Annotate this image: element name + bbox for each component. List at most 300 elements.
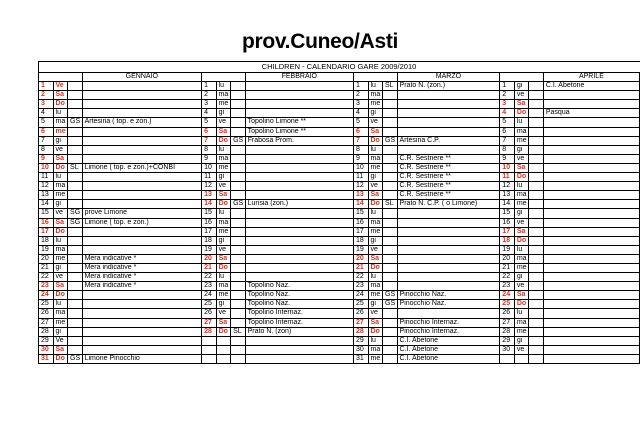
discipline-cell: [529, 82, 544, 91]
event-cell: [543, 318, 639, 327]
event-cell: [543, 273, 639, 282]
weekday-cell: lu: [368, 336, 383, 345]
day-number-cell: 23: [39, 282, 54, 291]
event-cell: [543, 118, 639, 127]
event-cell: Topolino Limone **: [245, 127, 353, 136]
day-number-cell: 5: [202, 118, 217, 127]
event-cell: Artesina C.P.: [397, 136, 500, 145]
discipline-cell: [383, 245, 398, 254]
discipline-cell: [68, 145, 83, 154]
day-number-cell: 12: [500, 182, 515, 191]
weekday-cell: lu: [514, 245, 529, 254]
weekday-cell: Sa: [368, 318, 383, 327]
day-number-cell: 9: [202, 154, 217, 163]
month-spacer: [353, 73, 397, 82]
discipline-cell: [68, 91, 83, 100]
weekday-cell: gi: [53, 136, 68, 145]
day-number-cell: 3: [39, 100, 54, 109]
weekday-cell: lu: [216, 145, 231, 154]
discipline-cell: [231, 118, 246, 127]
table-row: [39, 245, 640, 254]
event-cell: [82, 145, 202, 154]
day-number-cell: 24: [500, 291, 515, 300]
weekday-cell: lu: [368, 82, 383, 91]
day-number-cell: 27: [353, 318, 368, 327]
day-number-cell: 31: [39, 354, 54, 363]
discipline-cell: [231, 227, 246, 236]
day-number-cell: 20: [39, 254, 54, 263]
weekday-cell: ma: [53, 118, 68, 127]
day-number-cell: 10: [353, 163, 368, 172]
event-cell: [543, 309, 639, 318]
day-number-cell: 5: [500, 118, 515, 127]
discipline-cell: [231, 263, 246, 272]
event-cell: [82, 345, 202, 354]
day-number-cell: 16: [39, 218, 54, 227]
table-row: [39, 163, 640, 172]
discipline-cell: [231, 154, 246, 163]
discipline-cell: [231, 91, 246, 100]
discipline-cell: [529, 209, 544, 218]
event-cell: Topolino Limone **: [245, 118, 353, 127]
day-number-cell: 26: [353, 309, 368, 318]
weekday-cell: ma: [216, 154, 231, 163]
event-cell: [82, 327, 202, 336]
event-cell: [397, 282, 500, 291]
event-cell: Topolino Naz.: [245, 300, 353, 309]
day-number-cell: 27: [202, 318, 217, 327]
discipline-cell: [529, 354, 544, 363]
weekday-cell: lu: [514, 182, 529, 191]
weekday-cell: [514, 354, 529, 363]
weekday-cell: me: [368, 163, 383, 172]
event-cell: [82, 300, 202, 309]
event-cell: Pinocchio Naz.: [397, 300, 500, 309]
weekday-cell: Sa: [216, 318, 231, 327]
day-number-cell: 20: [202, 254, 217, 263]
table-row: [39, 282, 640, 291]
discipline-cell: [68, 127, 83, 136]
table-row: [39, 263, 640, 272]
weekday-cell: me: [216, 163, 231, 172]
discipline-cell: [231, 127, 246, 136]
day-number-cell: 25: [39, 300, 54, 309]
discipline-cell: [231, 209, 246, 218]
weekday-cell: ve: [514, 345, 529, 354]
weekday-cell: me: [53, 191, 68, 200]
discipline-cell: [231, 245, 246, 254]
discipline-cell: [68, 291, 83, 300]
event-cell: [82, 236, 202, 245]
weekday-cell: Sa: [514, 227, 529, 236]
day-number-cell: 23: [353, 282, 368, 291]
weekday-cell: Ve: [53, 336, 68, 345]
weekday-cell: ve: [514, 218, 529, 227]
event-cell: [543, 245, 639, 254]
discipline-cell: [529, 336, 544, 345]
weekday-cell: lu: [216, 209, 231, 218]
weekday-cell: ma: [216, 218, 231, 227]
weekday-cell: gi: [368, 173, 383, 182]
weekday-cell: Sa: [368, 127, 383, 136]
discipline-cell: [383, 236, 398, 245]
event-cell: C.I. Abetone: [543, 82, 639, 91]
discipline-cell: [529, 309, 544, 318]
day-number-cell: 28: [353, 327, 368, 336]
discipline-cell: [529, 345, 544, 354]
day-number-cell: 18: [39, 236, 54, 245]
day-number-cell: 7: [500, 136, 515, 145]
weekday-cell: gi: [53, 327, 68, 336]
weekday-cell: me: [514, 200, 529, 209]
discipline-cell: [68, 300, 83, 309]
table-row: [39, 200, 640, 209]
table-row: [39, 173, 640, 182]
weekday-cell: gi: [368, 300, 383, 309]
weekday-cell: me: [368, 354, 383, 363]
discipline-cell: [231, 191, 246, 200]
discipline-cell: [383, 309, 398, 318]
weekday-cell: gi: [514, 336, 529, 345]
weekday-cell: ve: [368, 309, 383, 318]
day-number-cell: 21: [39, 263, 54, 272]
month-header-row: [39, 73, 640, 82]
day-number-cell: 2: [202, 91, 217, 100]
weekday-cell: gi: [216, 173, 231, 182]
day-number-cell: 8: [202, 145, 217, 154]
discipline-cell: [529, 254, 544, 263]
discipline-cell: [231, 163, 246, 172]
weekday-cell: ve: [514, 282, 529, 291]
day-number-cell: 25: [500, 300, 515, 309]
table-row: [39, 127, 640, 136]
discipline-cell: [529, 91, 544, 100]
event-cell: C.I. Abetone: [397, 354, 500, 363]
month-spacer: [202, 73, 246, 82]
weekday-cell: ma: [216, 282, 231, 291]
discipline-cell: [231, 354, 246, 363]
table-row: [39, 145, 640, 154]
weekday-cell: ve: [53, 145, 68, 154]
event-cell: C.R. Sestriere **: [397, 154, 500, 163]
weekday-cell: ve: [53, 209, 68, 218]
month-spacer: [500, 73, 544, 82]
discipline-cell: [529, 282, 544, 291]
event-cell: [245, 273, 353, 282]
event-cell: [397, 127, 500, 136]
event-cell: Prato N. C.P. ( o Limone): [397, 200, 500, 209]
weekday-cell: lu: [53, 109, 68, 118]
discipline-cell: [68, 273, 83, 282]
day-number-cell: 24: [353, 291, 368, 300]
weekday-cell: Sa: [53, 282, 68, 291]
day-number-cell: 15: [500, 209, 515, 218]
discipline-cell: [68, 100, 83, 109]
weekday-cell: me: [53, 127, 68, 136]
event-cell: [245, 82, 353, 91]
event-cell: Topolino Internaz.: [245, 309, 353, 318]
weekday-cell: gi: [216, 236, 231, 245]
day-number-cell: 26: [500, 309, 515, 318]
weekday-cell: Ve: [53, 82, 68, 91]
discipline-cell: [68, 336, 83, 345]
day-number-cell: 14: [500, 200, 515, 209]
event-cell: [245, 100, 353, 109]
discipline-cell: [529, 245, 544, 254]
day-number-cell: 30: [500, 345, 515, 354]
weekday-cell: gi: [514, 82, 529, 91]
event-cell: [543, 354, 639, 363]
discipline-cell: [529, 300, 544, 309]
day-number-cell: 18: [500, 236, 515, 245]
discipline-cell: [529, 109, 544, 118]
discipline-cell: [529, 263, 544, 272]
weekday-cell: Do: [53, 354, 68, 363]
discipline-cell: [383, 254, 398, 263]
discipline-cell: [383, 282, 398, 291]
day-number-cell: 11: [39, 173, 54, 182]
event-cell: [543, 182, 639, 191]
discipline-cell: [383, 327, 398, 336]
discipline-cell: [383, 163, 398, 172]
day-number-cell: 18: [353, 236, 368, 245]
event-cell: [397, 263, 500, 272]
day-number-cell: 9: [353, 154, 368, 163]
day-number-cell: 13: [500, 191, 515, 200]
weekday-cell: gi: [53, 263, 68, 272]
weekday-cell: [216, 345, 231, 354]
discipline-cell: [231, 254, 246, 263]
event-cell: [245, 245, 353, 254]
day-number-cell: 17: [202, 227, 217, 236]
discipline-cell: [383, 273, 398, 282]
event-cell: [245, 354, 353, 363]
weekday-cell: ve: [216, 118, 231, 127]
day-number-cell: 23: [500, 282, 515, 291]
event-cell: Mera indicative *: [82, 263, 202, 272]
event-cell: [543, 127, 639, 136]
event-cell: Prato N. (zon.): [397, 82, 500, 91]
event-cell: [543, 173, 639, 182]
event-cell: Mera indicative *: [82, 254, 202, 263]
event-cell: [245, 145, 353, 154]
event-cell: Artesina ( top. e zon.): [82, 118, 202, 127]
day-number-cell: 17: [353, 227, 368, 236]
weekday-cell: Do: [53, 163, 68, 172]
discipline-cell: [383, 218, 398, 227]
weekday-cell: Do: [368, 327, 383, 336]
weekday-cell: gi: [514, 209, 529, 218]
event-cell: [82, 336, 202, 345]
discipline-cell: [231, 282, 246, 291]
discipline-cell: [68, 200, 83, 209]
discipline-cell: [68, 318, 83, 327]
weekday-cell: lu: [514, 309, 529, 318]
weekday-cell: Sa: [216, 127, 231, 136]
discipline-cell: [68, 82, 83, 91]
event-cell: [245, 109, 353, 118]
event-cell: [245, 154, 353, 163]
day-number-cell: 2: [39, 91, 54, 100]
weekday-cell: ma: [514, 318, 529, 327]
day-number-cell: 18: [202, 236, 217, 245]
event-cell: [397, 245, 500, 254]
weekday-cell: Sa: [216, 191, 231, 200]
event-cell: [397, 145, 500, 154]
event-cell: Mera indicative *: [82, 282, 202, 291]
weekday-cell: me: [216, 227, 231, 236]
event-cell: [82, 291, 202, 300]
day-number-cell: 10: [500, 163, 515, 172]
discipline-cell: [68, 263, 83, 272]
table-row: [39, 254, 640, 263]
day-number-cell: 25: [353, 300, 368, 309]
weekday-cell: me: [216, 100, 231, 109]
table-row: [39, 273, 640, 282]
discipline-cell: [231, 109, 246, 118]
event-cell: [397, 100, 500, 109]
table-row: [39, 91, 640, 100]
weekday-cell: ma: [53, 245, 68, 254]
event-cell: [245, 263, 353, 272]
event-cell: [397, 227, 500, 236]
day-number-cell: 29: [500, 336, 515, 345]
discipline-cell: [383, 91, 398, 100]
discipline-cell: [383, 173, 398, 182]
discipline-cell: [529, 273, 544, 282]
day-number-cell: 21: [202, 263, 217, 272]
discipline-cell: [529, 318, 544, 327]
weekday-cell: Sa: [53, 91, 68, 100]
day-number-cell: 16: [500, 218, 515, 227]
weekday-cell: ma: [368, 282, 383, 291]
day-number-cell: 5: [353, 118, 368, 127]
day-number-cell: 14: [202, 200, 217, 209]
event-cell: [82, 127, 202, 136]
event-cell: [245, 173, 353, 182]
weekday-cell: me: [368, 227, 383, 236]
discipline-cell: [529, 291, 544, 300]
event-cell: [245, 91, 353, 100]
discipline-cell: [529, 136, 544, 145]
day-number-cell: 2: [353, 91, 368, 100]
weekday-cell: gi: [216, 300, 231, 309]
page-title: prov.Cuneo/Asti: [241, 30, 399, 53]
day-number-cell: [202, 345, 217, 354]
weekday-cell: [216, 354, 231, 363]
day-number-cell: 3: [500, 100, 515, 109]
weekday-cell: ma: [514, 254, 529, 263]
day-number-cell: 9: [39, 154, 54, 163]
day-number-cell: 23: [202, 282, 217, 291]
day-number-cell: 11: [353, 173, 368, 182]
day-number-cell: 28: [500, 327, 515, 336]
day-number-cell: 19: [353, 245, 368, 254]
weekday-cell: lu: [216, 82, 231, 91]
day-number-cell: 13: [202, 191, 217, 200]
event-cell: [543, 154, 639, 163]
weekday-cell: gi: [53, 200, 68, 209]
discipline-cell: SL: [231, 327, 246, 336]
event-cell: [397, 273, 500, 282]
discipline-cell: [68, 136, 83, 145]
event-cell: [543, 345, 639, 354]
discipline-cell: [231, 273, 246, 282]
weekday-cell: Sa: [368, 191, 383, 200]
weekday-cell: Do: [514, 236, 529, 245]
day-number-cell: 10: [39, 163, 54, 172]
weekday-cell: ma: [368, 91, 383, 100]
discipline-cell: [231, 173, 246, 182]
event-cell: [397, 109, 500, 118]
weekday-cell: Sa: [368, 254, 383, 263]
discipline-cell: SL: [383, 200, 398, 209]
table-row: [39, 236, 640, 245]
event-cell: Frabosa Prom.: [245, 136, 353, 145]
day-number-cell: 27: [500, 318, 515, 327]
weekday-cell: Do: [514, 300, 529, 309]
event-cell: [543, 209, 639, 218]
discipline-cell: [383, 318, 398, 327]
weekday-cell: [216, 336, 231, 345]
day-number-cell: [202, 354, 217, 363]
day-number-cell: 19: [500, 245, 515, 254]
weekday-cell: Do: [514, 109, 529, 118]
event-cell: Pasqua: [543, 109, 639, 118]
discipline-cell: [383, 209, 398, 218]
discipline-cell: [231, 345, 246, 354]
day-number-cell: 14: [353, 200, 368, 209]
day-number-cell: 4: [353, 109, 368, 118]
weekday-cell: Sa: [53, 218, 68, 227]
weekday-cell: Do: [53, 291, 68, 300]
day-number-cell: 30: [353, 345, 368, 354]
table-row: [39, 118, 640, 127]
table-row: [39, 109, 640, 118]
discipline-cell: [529, 227, 544, 236]
discipline-cell: [383, 354, 398, 363]
weekday-cell: ma: [514, 191, 529, 200]
day-number-cell: 28: [39, 327, 54, 336]
event-cell: C.R. Sestriere **: [397, 191, 500, 200]
day-number-cell: 29: [353, 336, 368, 345]
event-cell: [543, 191, 639, 200]
day-number-cell: 9: [500, 154, 515, 163]
event-cell: [543, 91, 639, 100]
table-row: [39, 309, 640, 318]
discipline-cell: [383, 109, 398, 118]
day-number-cell: 4: [202, 109, 217, 118]
discipline-cell: [231, 182, 246, 191]
event-cell: [82, 173, 202, 182]
event-cell: prove Limone: [82, 209, 202, 218]
day-number-cell: 15: [353, 209, 368, 218]
weekday-cell: gi: [514, 273, 529, 282]
day-number-cell: 5: [39, 118, 54, 127]
month-header: GENNAIO: [82, 73, 202, 82]
event-cell: [543, 136, 639, 145]
day-number-cell: 19: [39, 245, 54, 254]
event-cell: [543, 336, 639, 345]
day-number-cell: 6: [39, 127, 54, 136]
day-number-cell: 3: [202, 100, 217, 109]
discipline-cell: [529, 236, 544, 245]
discipline-cell: [68, 173, 83, 182]
weekday-cell: me: [368, 100, 383, 109]
event-cell: C.R. Sestriere **: [397, 163, 500, 172]
table-row: [39, 82, 640, 91]
event-cell: [82, 154, 202, 163]
